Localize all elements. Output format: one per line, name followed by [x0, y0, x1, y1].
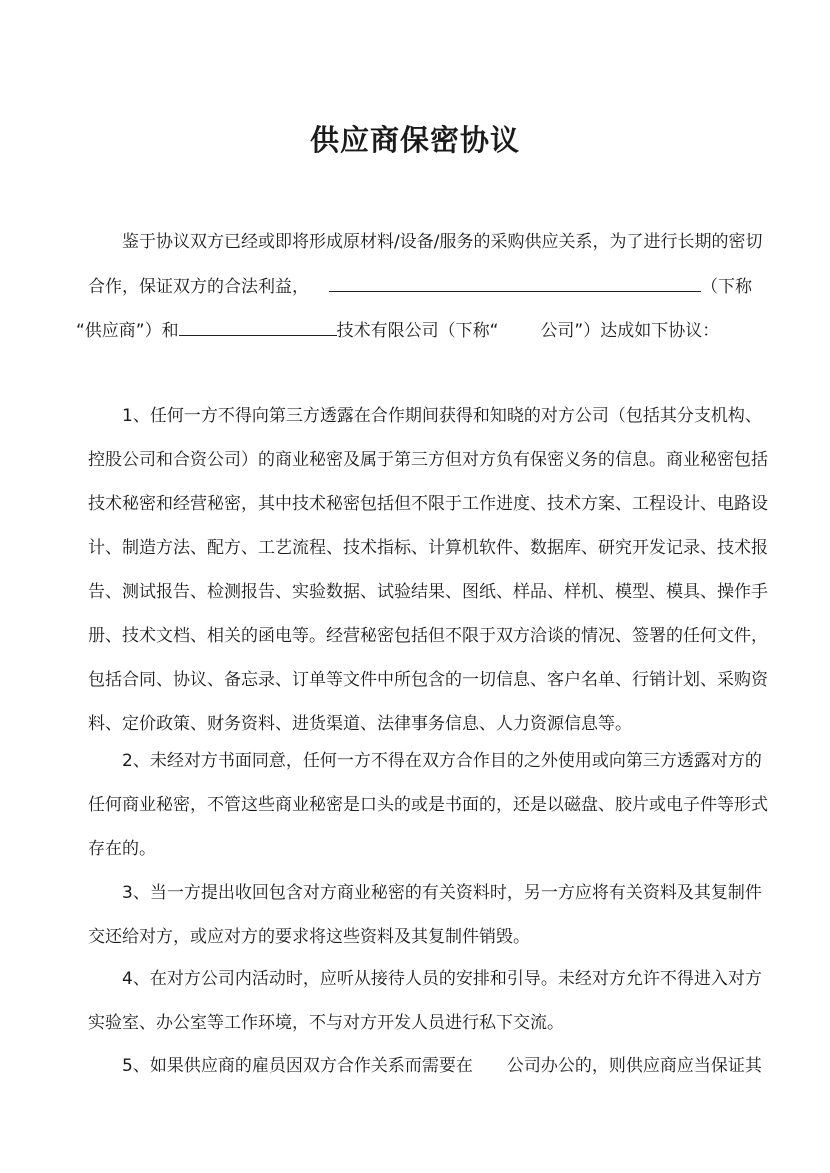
intro-line-2 [88, 273, 752, 299]
document-title: 供应商保密协议 [309, 123, 520, 157]
intro-text: （下称 [701, 277, 752, 297]
clause-1-line: 控股公司和合资公司）的商业秘密及属于第三方但对方负有保密义务的信息。商业秘密包括 [88, 450, 768, 470]
intro-line-3 [76, 317, 752, 343]
intro-text: 技术有限公司（下称“ [336, 321, 499, 341]
supplier-name-blank[interactable] [329, 273, 701, 292]
clause-1-line: 册、技术文档、相关的函电等。经营秘密包括但不限于双方洽谈的情况、签署的任何文件， [88, 626, 768, 646]
clause-3-line: 交还给对方，或应对方的要求将这些资料及其复制件销毁。 [88, 927, 530, 947]
intro-text: 合作，保证双方的合法利益， [88, 277, 309, 297]
clause-1-line: 技术秘密和经营秘密，其中技术秘密包括但不限于工作进度、技术方案、工程设计、电路设 [88, 494, 768, 514]
clause-4-line: 实验室、办公室等工作环境，不与对方开发人员进行私下交流。 [88, 1013, 564, 1033]
clause-4-line: 4、在对方公司内活动时，应听从接待人员的安排和引导。未经对方允许不得进入对方 [122, 969, 762, 989]
clause-2-line: 2、未经对方书面同意，任何一方不得在双方合作目的之外使用或向第三方透露对方的 [122, 751, 762, 771]
company-name-blank[interactable] [179, 317, 337, 336]
clause-2-line: 任何商业秘密，不管这些商业秘密是口头的或是书面的，还是以磁盘、胶片或电子件等形式 [88, 795, 768, 815]
clause-3-line: 3、当一方提出收回包含对方商业秘密的有关资料时，另一方应将有关资料及其复制件 [122, 883, 762, 903]
intro-text: 公司”）达成如下协议： [540, 321, 720, 341]
clause-1-line: 计、制造方法、配方、工艺流程、技术指标、计算机软件、数据库、研究开发记录、技术报 [88, 538, 768, 558]
clause-1-line: 告、测试报告、检测报告、实验数据、试验结果、图纸、样品、样机、模型、模具、操作手 [88, 582, 768, 602]
intro-text: “供应商”）和 [76, 321, 179, 341]
intro-line-1: 鉴于协议双方已经或即将形成原材料/设备/服务的采购供应关系，为了进行长期的密切 [122, 232, 763, 252]
clause-1-line: 料、定价政策、财务资料、进货渠道、法律事务信息、人力资源信息等。 [88, 714, 632, 734]
clause-5-line: 5、如果供应商的雇员因双方合作关系而需要在 公司办公的，则供应商应当保证其 [122, 1056, 762, 1076]
clause-2-line: 存在的。 [88, 839, 156, 859]
clause-1-line: 1、任何一方不得向第三方透露在合作期间获得和知晓的对方公司（包括其分支机构、 [122, 406, 762, 426]
clause-1-line: 包括合同、协议、备忘录、订单等文件中所包含的一切信息、客户名单、行销计划、采购资 [88, 670, 768, 690]
